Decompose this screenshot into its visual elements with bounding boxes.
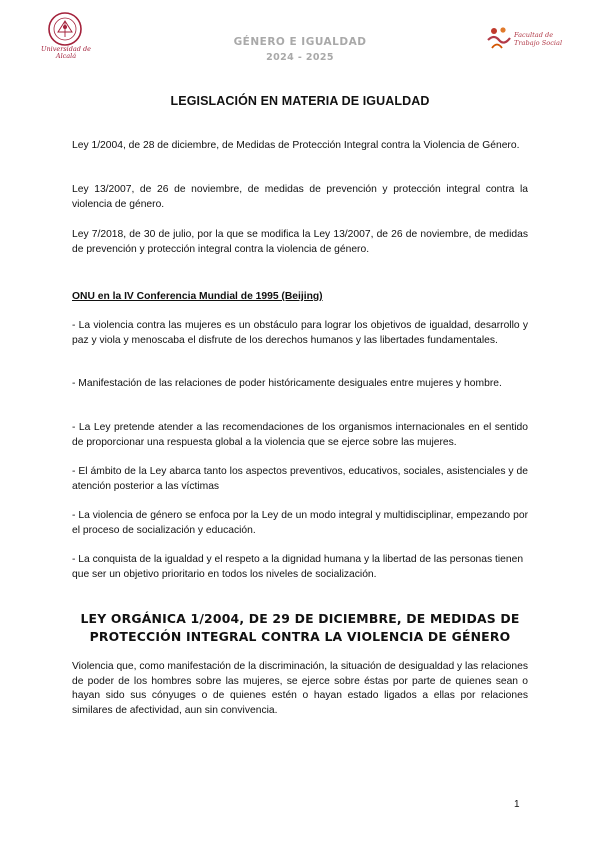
law-paragraph: Ley 7/2018, de 30 de julio, por la que se modifica la Ley 13/2007, de 26 de noviembre, de medidas de prevención y protección integral contra la violencia de género. [72, 229, 528, 255]
onu-point: - El ámbito de la Ley abarca tanto los aspectos preventivos, educativos, sociales, asistenciales y de atención posterior a las víctimas [72, 466, 528, 492]
main-title: LEGISLACIÓN EN MATERIA DE IGUALDAD [170, 94, 430, 108]
organic-law-paragraph: Violencia que, como manifestación de la discriminación, la situación de desigualdad y las relaciones de poder de los hombres sobre las mujeres, se ejerce sobre éstas por parte de quienes sean o hayan sido sus cónyuges o de quienes estén o hayan estado ligados a ellas por relaciones similares de afectividad, aun sin convivencia. [72, 661, 528, 716]
page-number: 1 [514, 799, 520, 810]
faculty-logo-line2: Trabajo Social [514, 39, 563, 47]
onu-point: - Manifestación de las relaciones de poder históricamente desiguales entre mujeres y hombre. [72, 378, 502, 389]
onu-point: - La Ley pretende atender a las recomendaciones de los organismos internacionales en el sentido de proporcionar una respuesta global a la violencia que se ejerce sobre las mujeres. [72, 422, 528, 448]
onu-heading: ONU en la IV Conferencia Mundial de 1995 (Beijing) [72, 291, 323, 302]
organic-law-heading [60, 610, 540, 646]
university-logo-text: Universidad de Alcalá [40, 45, 92, 60]
organic-law-heading-line1: LEY ORGÁNICA 1/2004, DE 29 DE DICIEMBRE, DE MEDIDAS DE [80, 611, 520, 626]
law-paragraph: Ley 1/2004, de 28 de diciembre, de Medidas de Protección Integral contra la Violencia de Género. [72, 140, 520, 151]
header-title: GÉNERO E IGUALDAD [233, 36, 367, 48]
onu-point: - La violencia contra las mujeres es un obstáculo para lograr los objetivos de igualdad, desarrollo y paz y viola y menoscaba el disfrute de los derechos humanos y las libertades fundamentales. [72, 320, 528, 346]
faculty-logo-line1: Facultad de [514, 31, 554, 39]
organic-law-heading-line2: PROTECCIÓN INTEGRAL CONTRA LA VIOLENCIA DE GÉNERO [89, 629, 511, 644]
onu-point: - La violencia de género se enfoca por la Ley de un modo integral y multidisciplinar, empezando por el proceso de socialización y educación. [72, 510, 528, 536]
running-header [200, 36, 400, 64]
faculty-logo-text [514, 31, 562, 47]
law-paragraph: Ley 13/2007, de 26 de noviembre, de medidas de prevención y protección integral contra la violencia de género. [72, 184, 528, 210]
header-year: 2024 - 2025 [266, 52, 334, 63]
onu-point: - La conquista de la igualdad y el respeto a la dignidad humana y la libertad de las personas tienen que ser un objetivo prioritario en todos los niveles de socialización. [72, 554, 524, 580]
